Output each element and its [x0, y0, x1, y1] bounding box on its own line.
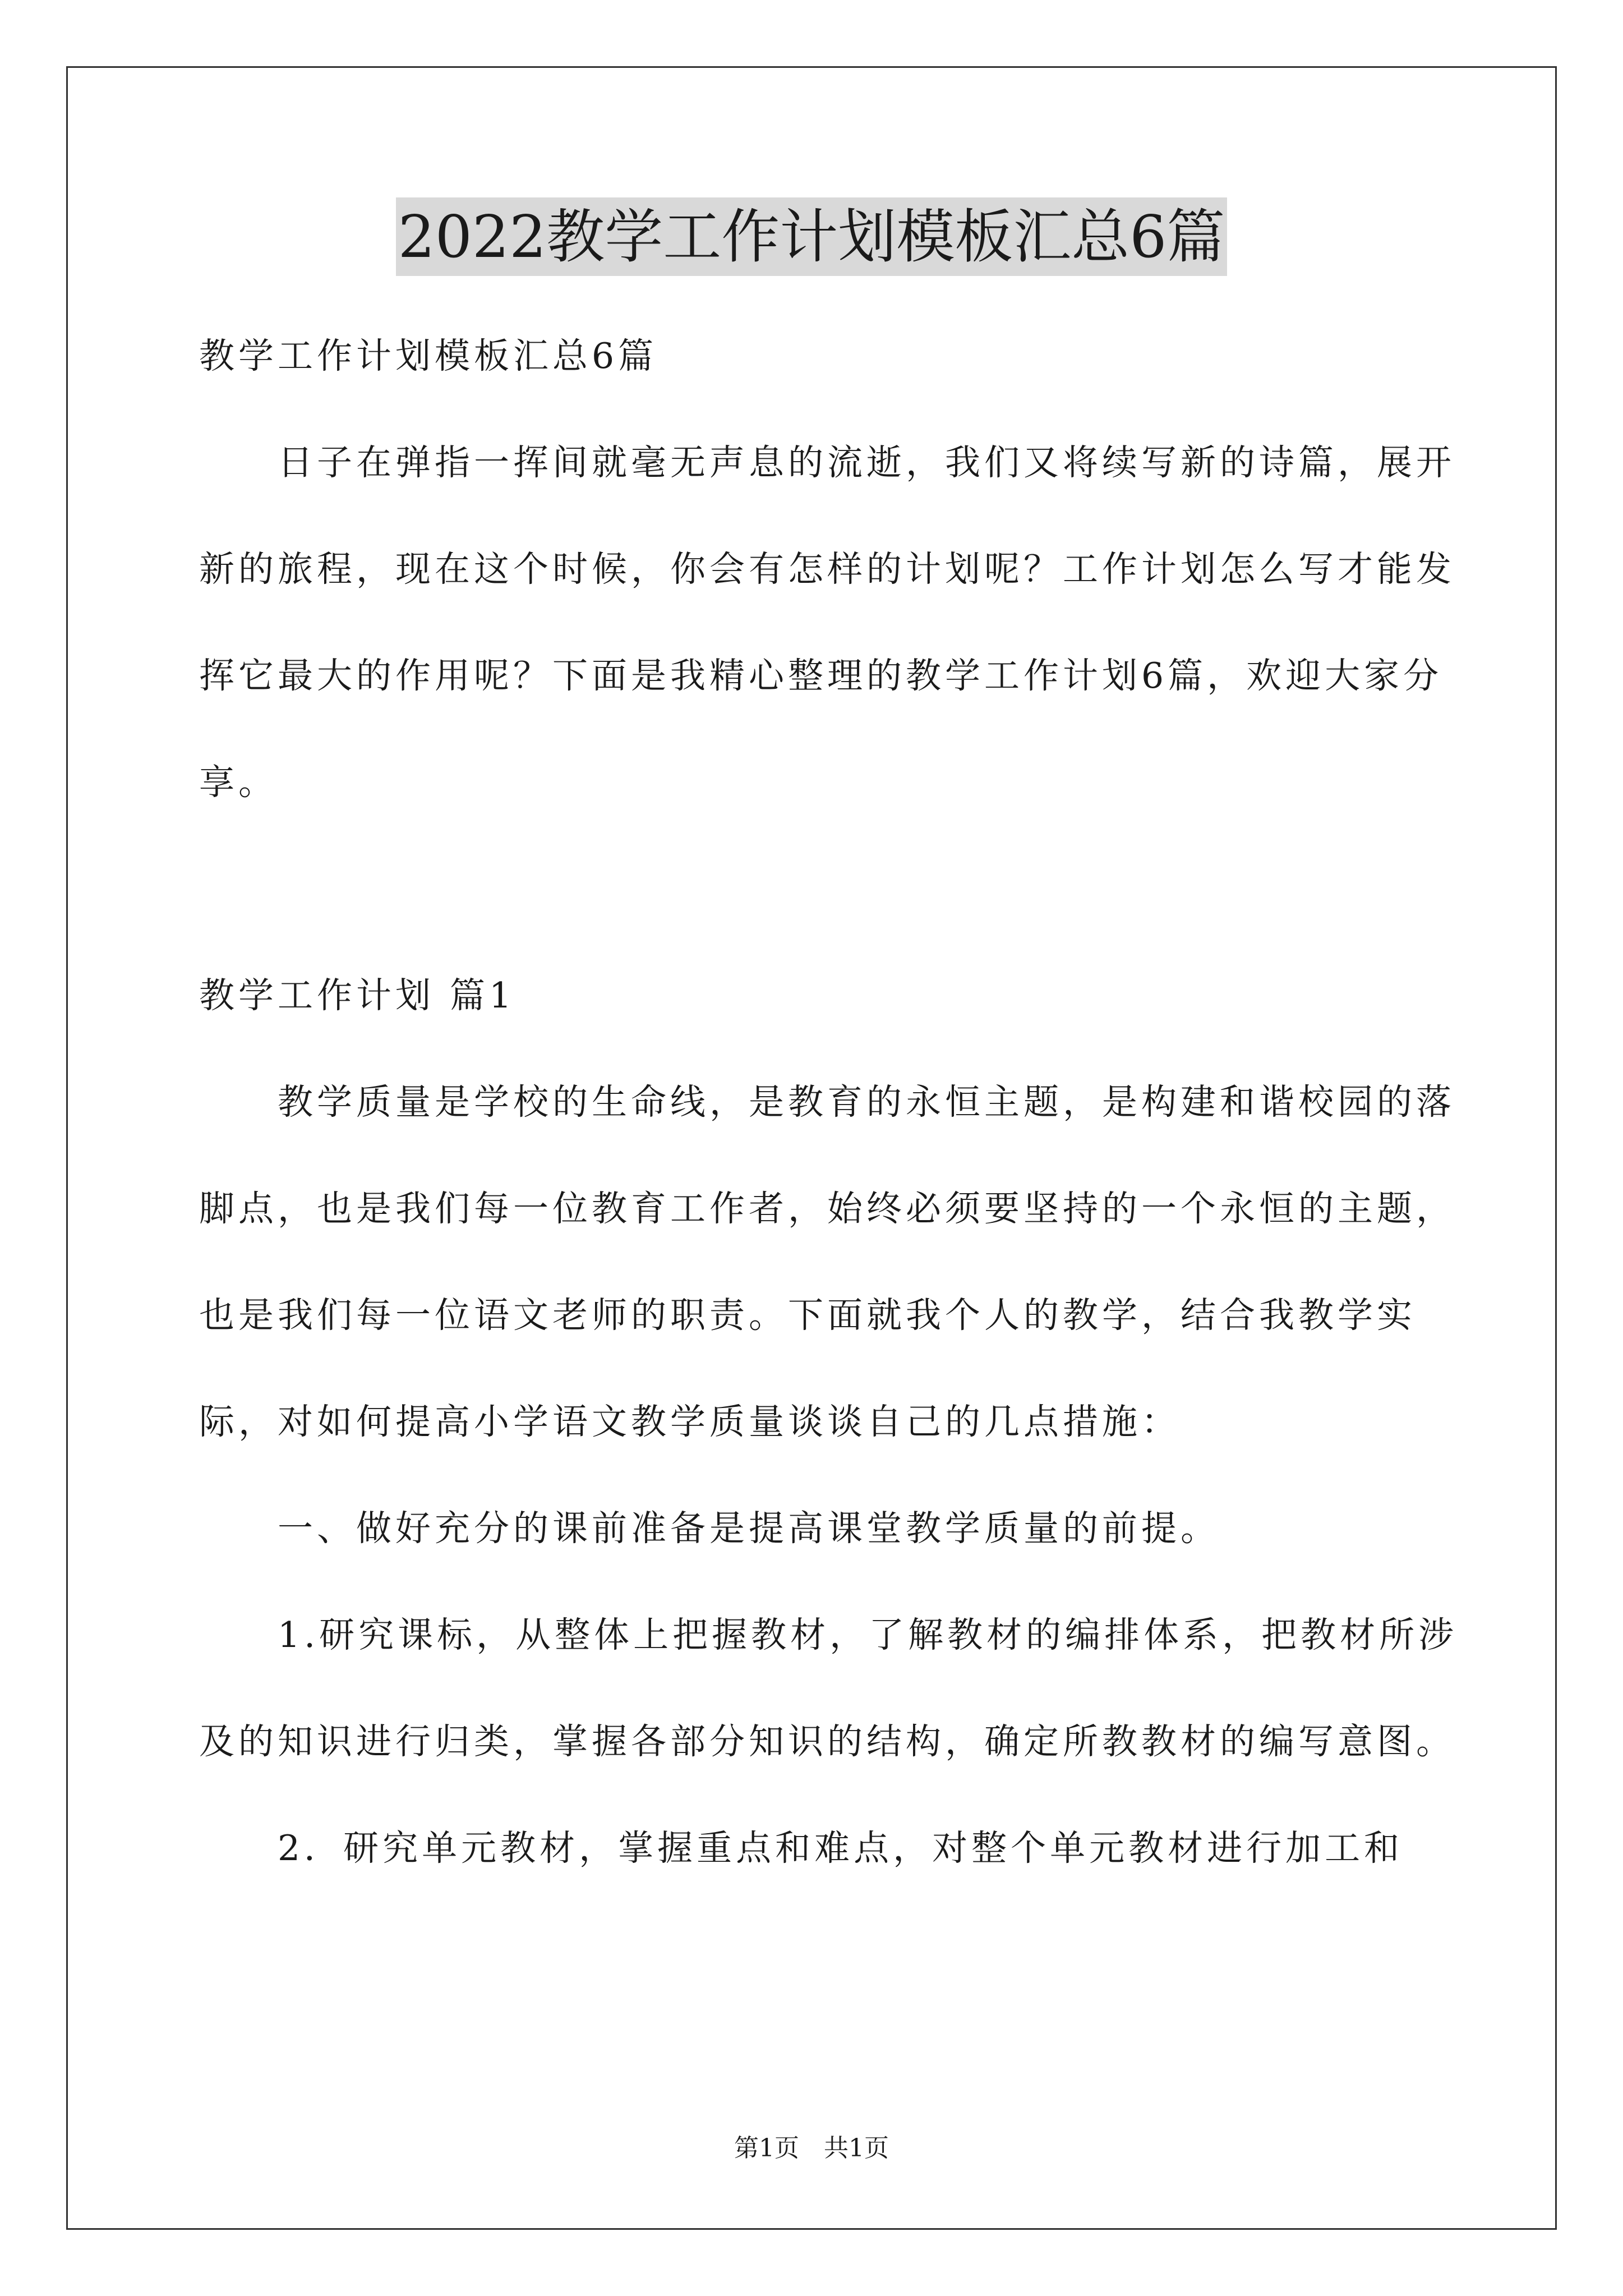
title-container — [0, 197, 1623, 276]
section-heading: 教学工作计划 篇1 — [199, 975, 516, 1016]
body-paragraph: 一、做好充分的课前准备是提高课堂教学质量的前提。 — [278, 1508, 1220, 1549]
document-title: 2022教学工作计划模板汇总6篇 — [396, 197, 1228, 276]
body-paragraph: 教学质量是学校的生命线，是教育的永恒主题，是构建和谐校园的落脚点，也是我们每一位教育工作者，始终必须要坚持的一个永恒的主题，也是我们每一位语文老师的职责。下面就我个人的教学，结合我教学实际，对如何提高小学语文教学质量谈谈自己的几点措施： — [199, 1082, 1455, 1442]
page-footer: 第1页 共1页 — [734, 2134, 889, 2162]
document-subtitle: 教学工作计划模板汇总6篇 — [199, 335, 658, 376]
intro-paragraph: 日子在弹指一挥间就毫无声息的流逝，我们又将续写新的诗篇，展开新的旅程，现在这个时候，你会有怎样的计划呢？工作计划怎么写才能发挥它最大的作用呢？下面是我精心整理的教学工作计划6篇，欢迎大家分享。 — [199, 442, 1455, 803]
paragraph-spacer — [199, 836, 1461, 942]
body-paragraph: 2．研究单元教材，掌握重点和难点，对整个单元教材进行加工和 — [278, 1828, 1404, 1869]
document-body — [199, 303, 1461, 1902]
body-paragraph: 1.研究课标，从整体上把握教材，了解教材的编排体系，把教材所涉及的知识进行归类，掌握各部分知识的结构，确定所教教材的编写意图。 — [199, 1614, 1458, 1762]
